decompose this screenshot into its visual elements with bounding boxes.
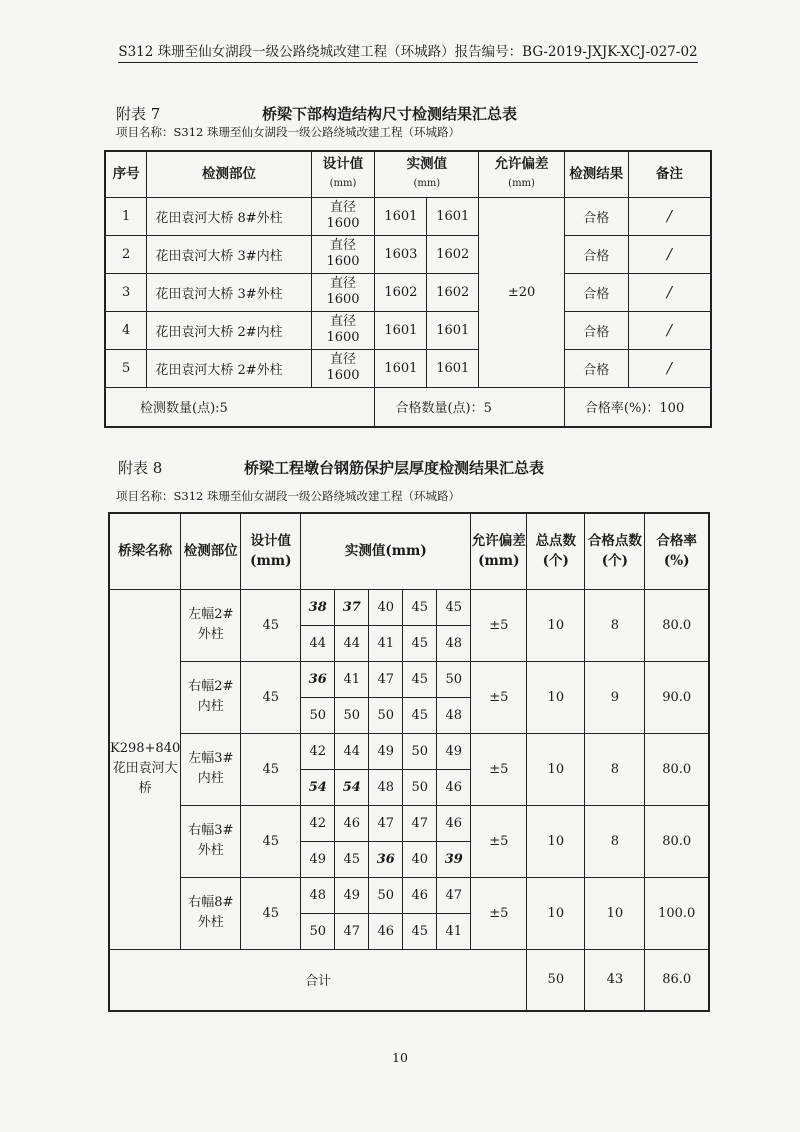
row-measured-1: 1602: [375, 273, 427, 311]
measured-value: 49: [301, 841, 335, 877]
measured-value: 47: [335, 913, 369, 949]
measured-value: 50: [437, 661, 471, 697]
report-header: S312 珠珊至仙女湖段一级公路绕城改建工程（环城路）报告编号：BG-2019-JXJK-XCJ-027-02: [118, 40, 698, 63]
row-rate: 80.0: [645, 589, 709, 661]
measured-value: 44: [335, 625, 369, 661]
row-remark: /: [628, 235, 711, 273]
header-measured: 实测值(mm): [301, 513, 471, 589]
table7-header-row: [105, 151, 711, 197]
measured-value: 45: [437, 589, 471, 625]
row-pass: 10: [585, 877, 645, 949]
row-tolerance: ±5: [471, 661, 527, 733]
row-remark: /: [628, 197, 711, 235]
total-pass: 43: [585, 949, 645, 1011]
measured-value: 50: [369, 697, 403, 733]
measured-value: 48: [437, 697, 471, 733]
row-total: 10: [527, 733, 585, 805]
measured-value: 50: [403, 733, 437, 769]
measured-value: 49: [369, 733, 403, 769]
measured-value: 44: [335, 733, 369, 769]
table-row: [109, 589, 709, 625]
row-total: 10: [527, 877, 585, 949]
row-design: 45: [241, 733, 301, 805]
summary-count: 检测数量(点):5: [105, 387, 375, 427]
row-measured-2: 1602: [427, 235, 479, 273]
header-rate: 合格率(%): [645, 513, 709, 589]
measured-value: 47: [369, 805, 403, 841]
row-result: 合格: [564, 273, 628, 311]
row-remark: /: [628, 349, 711, 387]
row-total: 10: [527, 661, 585, 733]
total-label: 合计: [109, 949, 527, 1011]
row-no: 4: [105, 311, 147, 349]
table8-total-row: [109, 949, 709, 1011]
measured-value: 54: [301, 769, 335, 805]
measured-value: 42: [301, 733, 335, 769]
table-row: [109, 661, 709, 697]
row-measured-1: 1601: [375, 311, 427, 349]
total-rate: 86.0: [645, 949, 709, 1011]
row-pass: 8: [585, 733, 645, 805]
table-row: [105, 349, 711, 387]
row-design: 直径 1600: [311, 349, 375, 387]
total-count: 50: [527, 949, 585, 1011]
table-row: [109, 877, 709, 913]
table8-label: 附表 8: [118, 459, 163, 477]
header-tolerance: 允许偏差 (mm): [479, 151, 565, 197]
row-location: 右幅3# 外柱: [181, 805, 241, 877]
header-remark: 备注: [628, 151, 711, 197]
table-row: [105, 197, 711, 235]
summary-rate: 合格率(%)：100: [564, 387, 711, 427]
measured-value: 54: [335, 769, 369, 805]
table-row: [105, 311, 711, 349]
row-measured-2: 1601: [427, 197, 479, 235]
measured-value: 48: [369, 769, 403, 805]
row-result: 合格: [564, 235, 628, 273]
row-measured-2: 1601: [427, 311, 479, 349]
measured-value: 50: [403, 769, 437, 805]
row-rate: 100.0: [645, 877, 709, 949]
row-rate: 90.0: [645, 661, 709, 733]
header-design: 设计值 (mm): [311, 151, 375, 197]
measured-value: 49: [437, 733, 471, 769]
header-total: 总点数(个): [527, 513, 585, 589]
measured-value: 45: [403, 697, 437, 733]
row-measured-2: 1601: [427, 349, 479, 387]
table8-project-name: 项目名称：S312 珠珊至仙女湖段一级公路绕城改建工程（环城路）: [116, 489, 460, 503]
measured-value: 50: [369, 877, 403, 913]
row-rate: 80.0: [645, 805, 709, 877]
header-location: 检测部位: [147, 151, 311, 197]
row-location: 左幅3# 内柱: [181, 733, 241, 805]
header-tolerance: 允许偏差(mm): [471, 513, 527, 589]
page-number: 10: [392, 1050, 408, 1065]
tolerance-value: ±20: [479, 197, 565, 387]
measured-value: 46: [369, 913, 403, 949]
measured-value: 44: [301, 625, 335, 661]
measured-value: 46: [437, 769, 471, 805]
measured-value: 48: [437, 625, 471, 661]
row-tolerance: ±5: [471, 877, 527, 949]
row-no: 1: [105, 197, 147, 235]
row-result: 合格: [564, 197, 628, 235]
row-location: 右幅8# 外柱: [181, 877, 241, 949]
measured-value: 47: [403, 805, 437, 841]
table-row: [105, 235, 711, 273]
row-no: 5: [105, 349, 147, 387]
measured-value: 36: [369, 841, 403, 877]
header-result: 检测结果: [564, 151, 628, 197]
header-design: 设计值(mm): [241, 513, 301, 589]
measured-value: 49: [335, 877, 369, 913]
table-row: [109, 805, 709, 841]
measured-value: 42: [301, 805, 335, 841]
table7-project-name: 项目名称：S312 珠珊至仙女湖段一级公路绕城改建工程（环城路）: [116, 125, 460, 139]
measured-value: 36: [301, 661, 335, 697]
row-location: 右幅2# 内柱: [181, 661, 241, 733]
row-design: 直径 1600: [311, 235, 375, 273]
measured-value: 50: [301, 913, 335, 949]
row-design: 45: [241, 877, 301, 949]
summary-pass: 合格数量(点)：5: [375, 387, 564, 427]
row-location: 花田袁河大桥 3#外柱: [147, 273, 311, 311]
header-no: 序号: [105, 151, 147, 197]
row-total: 10: [527, 589, 585, 661]
bridge-name: K298+840 花田袁河大桥: [109, 589, 181, 949]
measured-value: 45: [403, 661, 437, 697]
table7-summary-row: [105, 387, 711, 427]
measured-value: 46: [403, 877, 437, 913]
row-result: 合格: [564, 311, 628, 349]
table-row: [105, 273, 711, 311]
measured-value: 45: [403, 589, 437, 625]
row-measured-1: 1601: [375, 349, 427, 387]
row-design: 45: [241, 661, 301, 733]
measured-value: 40: [403, 841, 437, 877]
measured-value: 45: [403, 625, 437, 661]
row-tolerance: ±5: [471, 733, 527, 805]
measured-value: 40: [369, 589, 403, 625]
row-location: 花田袁河大桥 8#外柱: [147, 197, 311, 235]
row-remark: /: [628, 273, 711, 311]
row-total: 10: [527, 805, 585, 877]
measured-value: 46: [335, 805, 369, 841]
row-pass: 8: [585, 805, 645, 877]
measured-value: 38: [301, 589, 335, 625]
row-measured-1: 1603: [375, 235, 427, 273]
measured-value: 50: [301, 697, 335, 733]
header-pass: 合格点数(个): [585, 513, 645, 589]
row-location: 花田袁河大桥 2#外柱: [147, 349, 311, 387]
measured-value: 45: [403, 913, 437, 949]
row-result: 合格: [564, 349, 628, 387]
measured-value: 37: [335, 589, 369, 625]
row-design: 直径 1600: [311, 197, 375, 235]
table7-title: 桥梁下部构造结构尺寸检测结果汇总表: [262, 105, 518, 123]
row-pass: 9: [585, 661, 645, 733]
header-bridge: 桥梁名称: [109, 513, 181, 589]
row-rate: 80.0: [645, 733, 709, 805]
table7-label: 附表 7: [116, 105, 161, 123]
row-no: 2: [105, 235, 147, 273]
table7-dimension-results: [104, 150, 712, 428]
measured-value: 47: [369, 661, 403, 697]
row-design: 45: [241, 805, 301, 877]
row-measured-1: 1601: [375, 197, 427, 235]
row-design: 直径 1600: [311, 311, 375, 349]
table8-cover-thickness-results: [108, 512, 710, 1012]
measured-value: 39: [437, 841, 471, 877]
row-tolerance: ±5: [471, 805, 527, 877]
row-measured-2: 1602: [427, 273, 479, 311]
row-design: 直径 1600: [311, 273, 375, 311]
header-location: 检测部位: [181, 513, 241, 589]
table8-title: 桥梁工程墩台钢筋保护层厚度检测结果汇总表: [244, 459, 545, 477]
row-location: 花田袁河大桥 2#内柱: [147, 311, 311, 349]
row-remark: /: [628, 311, 711, 349]
measured-value: 47: [437, 877, 471, 913]
measured-value: 48: [301, 877, 335, 913]
table-row: [109, 733, 709, 769]
measured-value: 41: [437, 913, 471, 949]
row-no: 3: [105, 273, 147, 311]
measured-value: 41: [335, 661, 369, 697]
row-tolerance: ±5: [471, 589, 527, 661]
row-design: 45: [241, 589, 301, 661]
measured-value: 45: [335, 841, 369, 877]
row-location: 左幅2# 外柱: [181, 589, 241, 661]
header-measured: 实测值 (mm): [375, 151, 479, 197]
measured-value: 50: [335, 697, 369, 733]
row-location: 花田袁河大桥 3#内柱: [147, 235, 311, 273]
measured-value: 41: [369, 625, 403, 661]
measured-value: 46: [437, 805, 471, 841]
row-pass: 8: [585, 589, 645, 661]
table8-header-row: [109, 513, 709, 589]
